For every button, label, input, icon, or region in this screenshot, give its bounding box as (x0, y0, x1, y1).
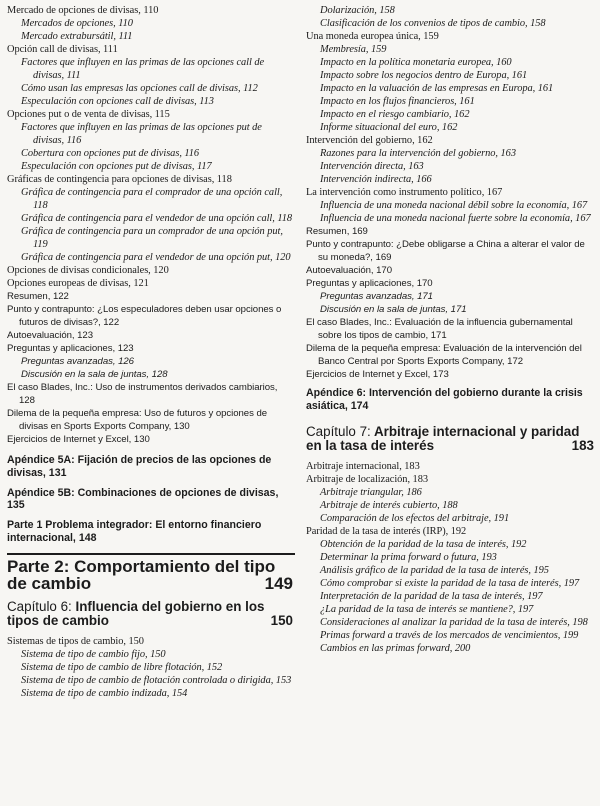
toc-subentry: Factores que influyen en las primas de las opciones call de divisas, 111 (21, 57, 265, 81)
toc-entry: Arbitraje de localización, 183 (306, 473, 428, 485)
chapter6-number: Capítulo 6: (7, 598, 72, 614)
toc-entry: Dilema de la pequeña empresa: Evaluación de la intervención del Banco Central por Sports Exports Company, 172 (306, 343, 582, 367)
part1-integrative-problem: Parte 1 Problema integrador: El entorno financiero internacional, 148 (7, 519, 262, 544)
toc-entry: Ejercicios de Internet y Excel, 173 (306, 369, 449, 380)
right-entries-bottom (306, 460, 596, 655)
toc-subentry: Sistema de tipo de cambio de libre flotación, 152 (21, 661, 223, 673)
toc-subentry: Gráfica de contingencia para el vendedor de una opción put, 120 (21, 252, 291, 263)
toc-subentry: Consideraciones al analizar la paridad de la tasa de interés, 198 (320, 616, 588, 628)
toc-subentry: Impacto sobre los negocios dentro de Europa, 161 (320, 70, 528, 81)
chapter6-title: Influencia del gobierno en los tipos de cambio (7, 598, 265, 629)
toc-subentry: Cobertura con opciones put de divisas, 116 (21, 148, 200, 159)
toc-subentry: Razones para la intervención del gobierno, 163 (320, 148, 516, 159)
appendix-5a: Apéndice 5A: Fijación de precios de las opciones de divisas, 131 (7, 454, 272, 479)
part2-page: 149 (264, 573, 293, 593)
toc-subentry: Mercado extrabursátil, 111 (21, 31, 133, 42)
toc-entry: Opciones europeas de divisas, 121 (7, 278, 149, 289)
toc-subentry: Arbitraje triangular, 186 (320, 486, 422, 498)
toc-subentry: Determinar la prima forward o futura, 193 (320, 551, 497, 563)
toc-entry: Opción call de divisas, 111 (7, 44, 118, 55)
part2-title: Parte 2: Comportamiento del tipo de cambio (7, 556, 276, 593)
appendix-5b: Apéndice 5B: Combinaciones de opciones de divisas, 135 (7, 486, 279, 512)
toc-entry: Autoevaluación, 123 (7, 330, 93, 341)
toc-entry: Intervención del gobierno, 162 (306, 135, 433, 146)
toc-subentry: Interpretación de la paridad de la tasa de interés, 197 (320, 590, 543, 602)
toc-subentry: Impacto en el riesgo cambiario, 162 (320, 109, 470, 120)
toc-right-column (306, 4, 596, 655)
part-divider (7, 553, 295, 555)
toc-subentry: Impacto en los flujos financieros, 161 (320, 96, 475, 107)
toc-entry: El caso Blades, Inc.: Evaluación de la influencia gubernamental sobre los tipos de cambio, 171 (306, 317, 573, 341)
appendix-6: Apéndice 6: Intervención del gobierno durante la crisis asiática, 174 (306, 387, 583, 412)
toc-subentry: Dolarización, 158 (320, 5, 395, 16)
toc-subentry: Especulación con opciones call de divisas, 113 (21, 96, 214, 107)
toc-subentry: Preguntas avanzadas, 171 (320, 291, 433, 302)
toc-subentry: Gráfica de contingencia para el vendedor de una opción call, 118 (21, 213, 293, 224)
toc-entry: Ejercicios de Internet y Excel, 130 (7, 434, 150, 445)
toc-entry: Punto y contrapunto: ¿Los especuladores deben usar opciones o futuros de divisas?, 122 (7, 304, 282, 328)
toc-subentry: Primas forward a través de los mercados de vencimientos, 199 (320, 629, 579, 641)
toc-subentry: Membresía, 159 (320, 44, 387, 55)
toc-subentry: ¿La paridad de la tasa de interés se mantiene?, 197 (320, 603, 534, 615)
toc-entry: Dilema de la pequeña empresa: Uso de futuros y opciones de divisas en Sports Exports Company, 130 (7, 408, 268, 432)
toc-entry: Una moneda europea única, 159 (306, 31, 439, 42)
toc-entry: Mercado de opciones de divisas, 110 (7, 5, 159, 16)
toc-subentry: Discusión en la sala de juntas, 128 (21, 369, 168, 380)
toc-subentry: Gráfica de contingencia para el comprador de una opción call, 118 (21, 187, 283, 211)
toc-subentry: Factores que influyen en las primas de las opciones put de divisas, 116 (21, 122, 262, 146)
toc-subentry: Obtención de la paridad de la tasa de interés, 192 (320, 538, 527, 550)
toc-entry: Opciones de divisas condicionales, 120 (7, 265, 169, 276)
toc-entry: La intervención como instrumento político, 167 (306, 187, 503, 198)
toc-entry: Gráficas de contingencia para opciones de divisas, 118 (7, 174, 232, 185)
toc-subentry: Impacto en la valuación de las empresas en Europa, 161 (320, 83, 554, 94)
toc-subentry: Sistema de tipo de cambio fijo, 150 (21, 648, 166, 660)
toc-subentry: Influencia de una moneda nacional débil sobre la economía, 167 (320, 200, 588, 211)
toc-entry: Preguntas y aplicaciones, 123 (7, 343, 134, 354)
toc-entry: Arbitraje internacional, 183 (306, 460, 420, 472)
toc-entry: El caso Blades, Inc.: Uso de instrumentos derivados cambiarios, 128 (7, 382, 278, 406)
chapter7-number: Capítulo 7: (306, 423, 371, 439)
toc-subentry: Impacto en la política monetaria europea, 160 (320, 57, 512, 68)
toc-entry: Autoevaluación, 170 (306, 265, 392, 276)
toc-entry: Resumen, 169 (306, 226, 368, 237)
chapter6-page: 150 (270, 613, 293, 629)
left-entries-top (7, 4, 295, 446)
toc-subentry: Análisis gráfico de la paridad de la tasa de interés, 195 (320, 564, 549, 576)
toc-subentry: Arbitraje de interés cubierto, 188 (320, 499, 458, 511)
toc-subentry: Cambios en las primas forward, 200 (320, 642, 471, 654)
toc-subentry: Informe situacional del euro, 162 (320, 122, 458, 133)
toc-left-column (7, 4, 295, 700)
left-entries-bottom (7, 635, 295, 700)
toc-entry: Resumen, 122 (7, 291, 69, 302)
chapter7-page: 183 (571, 438, 594, 454)
toc-subentry: Sistema de tipo de cambio de flotación controlada o dirigida, 153 (21, 674, 292, 686)
toc-subentry: Clasificación de los convenios de tipos de cambio, 158 (320, 18, 546, 29)
toc-entry: Opciones put o de venta de divisas, 115 (7, 109, 170, 120)
toc-subentry: Comparación de los efectos del arbitraje, 191 (320, 512, 510, 524)
toc-subentry: Discusión en la sala de juntas, 171 (320, 304, 467, 315)
part2-heading (7, 558, 295, 592)
toc-subentry: Preguntas avanzadas, 126 (21, 356, 134, 367)
toc-subentry: Sistema de tipo de cambio indizada, 154 (21, 687, 188, 699)
chapter6-heading (7, 600, 295, 629)
toc-subentry: Cómo usan las empresas las opciones call de divisas, 112 (21, 83, 258, 94)
toc-entry: Paridad de la tasa de interés (IRP), 192 (306, 525, 467, 537)
toc-entry: Punto y contrapunto: ¿Debe obligarse a China a alterar el valor de su moneda?, 169 (306, 239, 585, 263)
toc-subentry: Mercados de opciones, 110 (21, 18, 133, 29)
toc-subentry: Cómo comprobar si existe la paridad de la tasa de interés, 197 (320, 577, 580, 589)
toc-subentry: Intervención indirecta, 166 (320, 174, 432, 185)
toc-entry: Preguntas y aplicaciones, 170 (306, 278, 433, 289)
toc-subentry: Especulación con opciones put de divisas, 117 (21, 161, 212, 172)
chapter7-heading (306, 425, 596, 454)
toc-subentry: Gráfica de contingencia para un comprador de una opción put, 119 (21, 226, 283, 250)
right-entries-top (306, 4, 596, 381)
toc-subentry: Intervención directa, 163 (320, 161, 424, 172)
toc-subentry: Influencia de una moneda nacional fuerte sobre la economía, 167 (320, 213, 591, 224)
toc-entry: Sistemas de tipos de cambio, 150 (7, 635, 144, 647)
chapter7-title: Arbitraje internacional y paridad en la tasa de interés (306, 423, 580, 454)
